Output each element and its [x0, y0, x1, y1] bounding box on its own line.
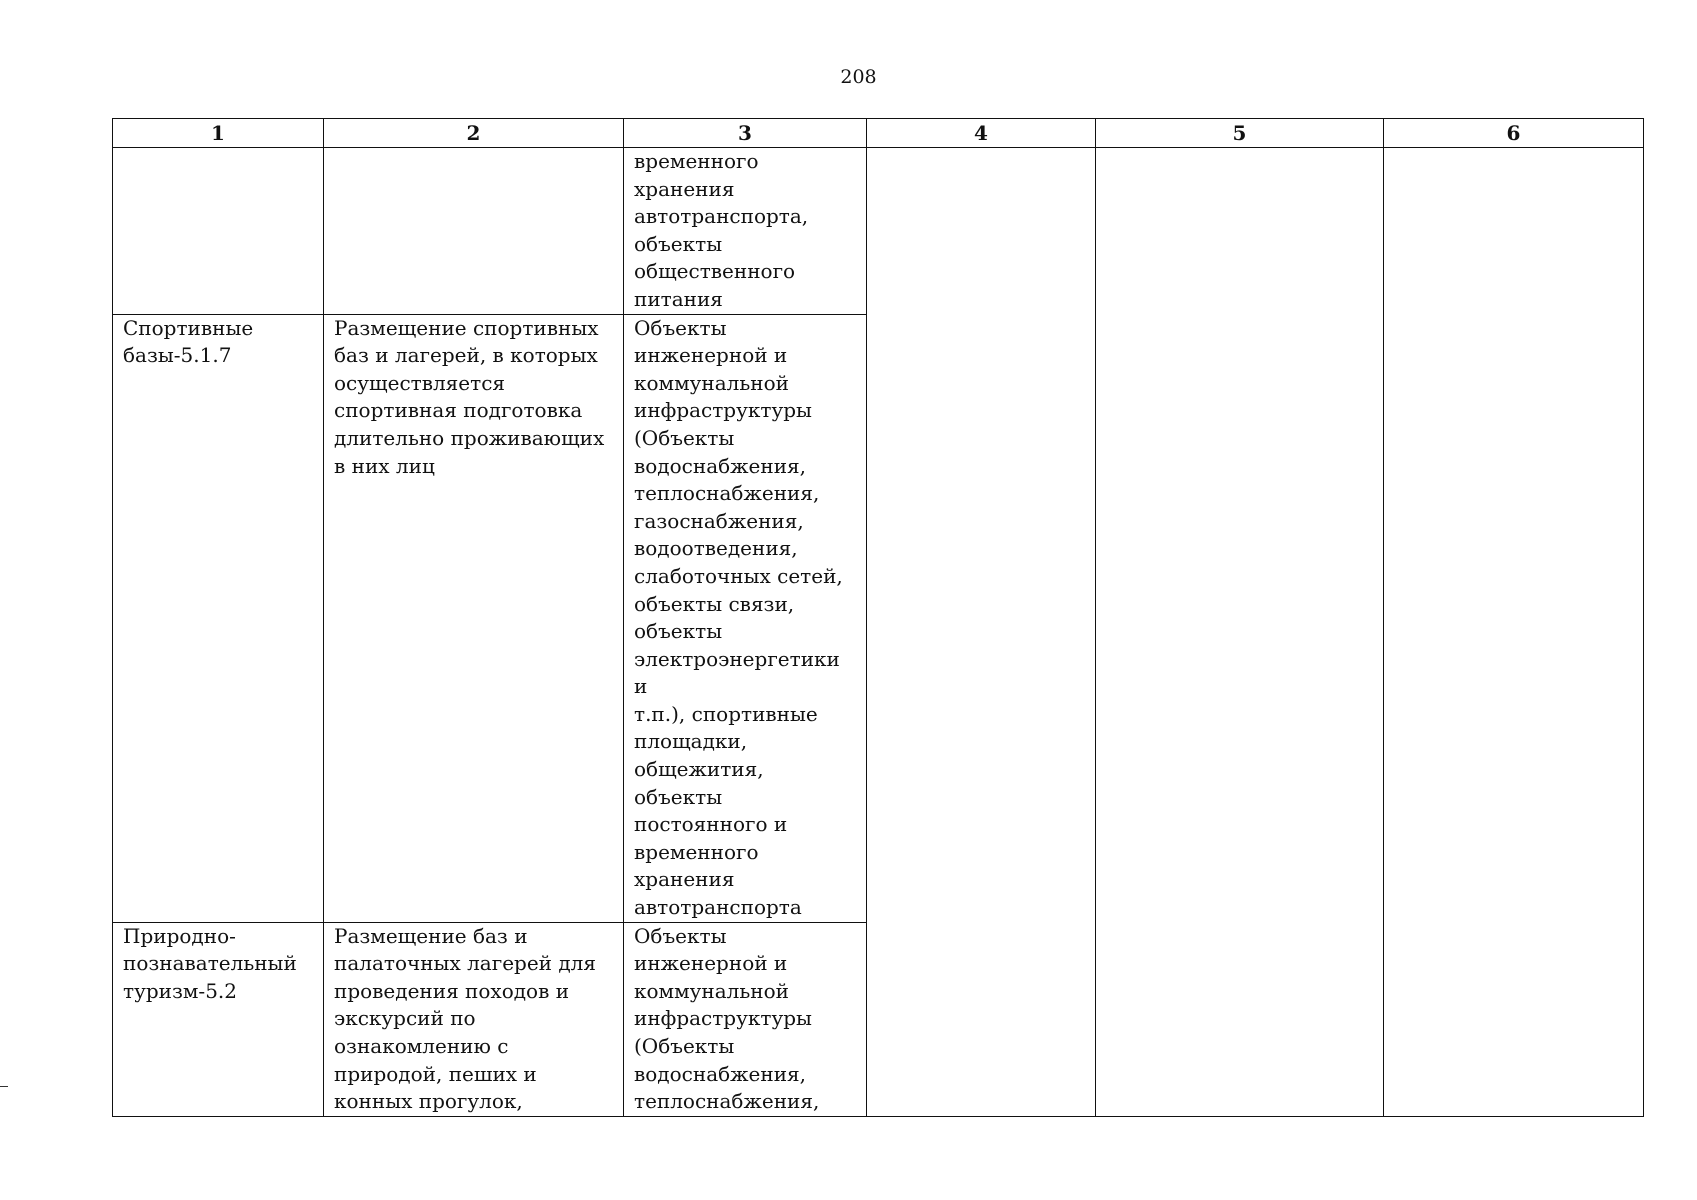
- row2-col3-cell: [624, 314, 867, 922]
- regulations-table: [112, 118, 1644, 1117]
- row3-col1-cell: [113, 922, 324, 1116]
- margin-mark: [0, 1086, 8, 1087]
- column-5-merged-cell: [1096, 148, 1384, 1117]
- column-header-4: 4: [867, 119, 1096, 148]
- row2-col2-text: Размещение спортивных баз и лагерей, в которых осуществляется спортивная подготовка длительно проживающих в них лиц: [334, 315, 605, 478]
- table-row: [113, 148, 1644, 315]
- row1-col2-cell: [324, 148, 624, 315]
- row2-col1-cell: [113, 314, 324, 922]
- column-4-merged-cell: [867, 148, 1096, 1117]
- column-6-merged-cell: [1384, 148, 1644, 1117]
- column-header-6: 6: [1384, 119, 1644, 148]
- row3-col3-cell: [624, 922, 867, 1116]
- column-header-3: 3: [624, 119, 867, 148]
- row1-col3-text: временного хранения автотранспорта, объекты общественного питания: [634, 149, 809, 311]
- row2-col1-text: Спортивные базы-5.1.7: [123, 315, 254, 368]
- row3-col1-text: Природно- познавательный туризм-5.2: [123, 923, 297, 1003]
- column-header-2: 2: [324, 119, 624, 148]
- row3-col2-text: Размещение баз и палаточных лагерей для проведения походов и экскурсий по ознакомлению с природой, пеших и конных прогулок,: [334, 923, 597, 1114]
- row3-col2-cell: [324, 922, 624, 1116]
- table-header-row: [113, 119, 1644, 148]
- row1-col1-cell: [113, 148, 324, 315]
- row2-col3-text: Объекты инженерной и коммунальной инфраструктуры (Объекты водоснабжения, теплоснабжения, газоснабжения, водоотведения, слаботочных сетей, объекты связи, объекты электроэнергетики и т.п.), спортивные площадки, общежития, объекты постоянного и временного хранения автотранспорта: [634, 315, 843, 920]
- page-number: 208: [840, 66, 877, 88]
- row3-col3-text: Объекты инженерной и коммунальной инфраструктуры (Объекты водоснабжения, теплоснабжения,: [634, 923, 820, 1114]
- row1-col3-cell: [624, 148, 867, 315]
- column-header-1: 1: [113, 119, 324, 148]
- column-header-5: 5: [1096, 119, 1384, 148]
- row2-col2-cell: [324, 314, 624, 922]
